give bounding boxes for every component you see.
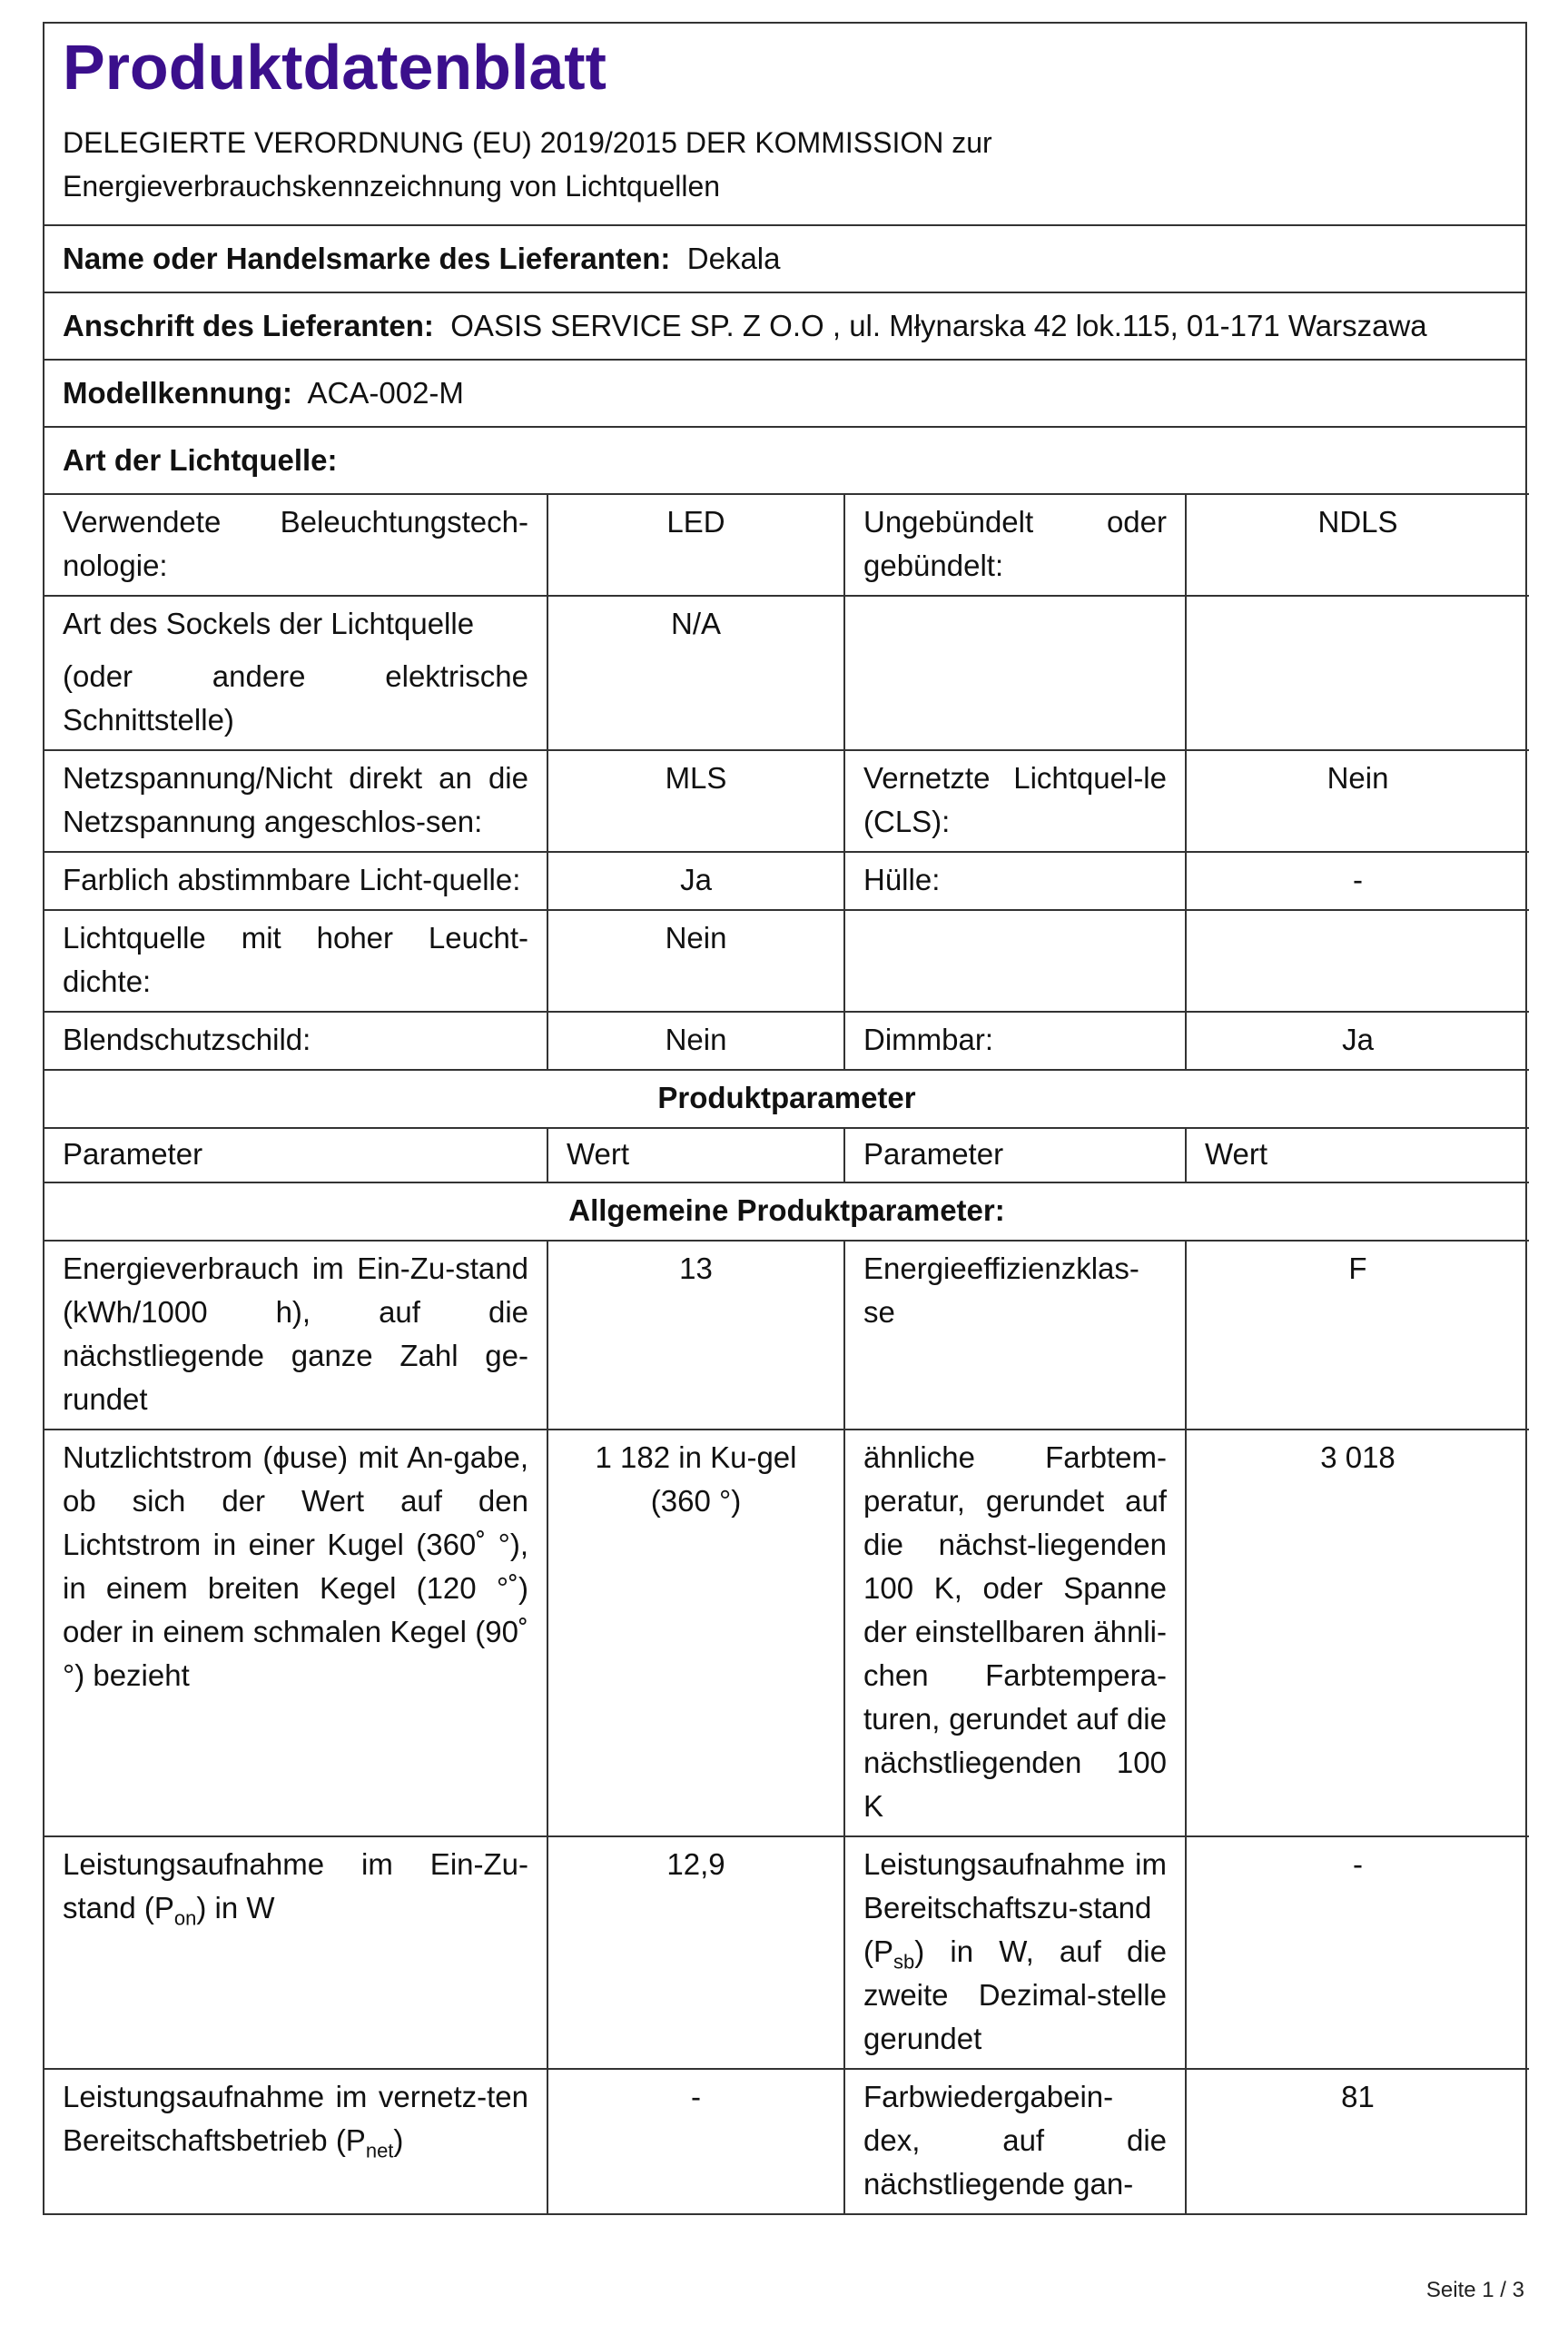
table-row xyxy=(44,2069,1529,2213)
table-row xyxy=(44,750,1529,852)
table-row xyxy=(44,852,1529,910)
dimmable-label: Dimmbar: xyxy=(844,1012,1186,1070)
regulation-line-1: DELEGIERTE VERORDNUNG (EU) 2019/2015 DER KOMMISSION zur xyxy=(63,126,992,159)
networked-standby-label: Leistungsaufnahme im vernetz-ten Bereitschaftsbetrieb $(P_{net})$ xyxy=(44,2069,547,2213)
dimmable-value: Ja xyxy=(1186,1012,1529,1070)
energy-consumption-label: Energieverbrauch im Ein-Zu-stand (kWh/1000 h), auf die nächstliegende ganze Zahl ge-rundet xyxy=(44,1241,547,1430)
connected-value: Nein xyxy=(1186,750,1529,852)
high-luminance-label: Lichtquelle mit hoher Leucht-dichte: xyxy=(44,910,547,1012)
energy-consumption-value: 13 xyxy=(547,1241,844,1430)
cap-value: N/A xyxy=(547,596,844,750)
light-source-type-row xyxy=(44,428,1525,493)
color-temperature-value: 3 018 xyxy=(1186,1430,1529,1836)
product-data-sheet xyxy=(43,22,1527,2215)
table-row xyxy=(44,1070,1529,1128)
model-label: Modellkennung: xyxy=(63,376,292,410)
directional-label: Ungebündelt oder gebündelt: xyxy=(844,494,1186,596)
table-row xyxy=(44,1430,1529,1836)
general-parameters-heading: Allgemeine Produktparameter: xyxy=(44,1182,1529,1241)
table-row xyxy=(44,1012,1529,1070)
cap-label xyxy=(44,596,547,750)
column-header-parameter: Parameter xyxy=(844,1128,1186,1182)
mains-label: Netzspannung/Nicht direkt an die Netzspannung angeschlos-sen: xyxy=(44,750,547,852)
color-temperature-label: ähnliche Farbtem-peratur, gerundet auf die nächst-liegenden 100 K, oder Spanne der einstellbaren ähnli-chen Farbtempera-turen, gerundet auf die nächstliegenden 100 K xyxy=(844,1430,1186,1836)
glare-value: Nein xyxy=(547,1012,844,1070)
glare-label: Blendschutzschild: xyxy=(44,1012,547,1070)
envelope-value: - xyxy=(1186,852,1529,910)
standby-power-label: Leistungsaufnahme im Bereitschaftszu-stand $(P_{sb})$ in W, auf die zweite Dezimal-stelle gerundet xyxy=(844,1836,1186,2069)
table-row xyxy=(44,596,1529,750)
tunable-value: Ja xyxy=(547,852,844,910)
model-row xyxy=(44,361,1525,428)
energy-class-value: F xyxy=(1186,1241,1529,1430)
empty-cell xyxy=(1186,596,1529,750)
standby-power-value: - xyxy=(1186,1836,1529,2069)
supplier-address-row xyxy=(44,293,1525,361)
on-mode-power-value: 12,9 xyxy=(547,1836,844,2069)
supplier-name-label: Name oder Handelsmarke des Lieferanten: xyxy=(63,242,671,275)
high-luminance-value: Nein xyxy=(547,910,844,1012)
regulation-line-2: Energieverbrauchskennzeichnung von Lichtquellen xyxy=(63,170,721,203)
empty-cell xyxy=(844,910,1186,1012)
mains-value: MLS xyxy=(547,750,844,852)
cap-label-line-2: (oder andere elektrische Schnittstelle) xyxy=(63,659,528,737)
color-rendering-label: Farbwiedergabein-dex, auf die nächstliegende gan- xyxy=(844,2069,1186,2213)
empty-cell xyxy=(1186,910,1529,1012)
luminous-flux-label: Nutzlichtstrom (ϕuse) mit An-gabe, ob sich der Wert auf den Lichtstrom in einer Kugel (360˚ °), in einem breiten Kegel (120 °˚) oder in einem schmalen Kegel (90˚ °) bezieht xyxy=(44,1430,547,1836)
table-row xyxy=(44,1836,1529,2069)
page-number: Seite 1 / 3 xyxy=(1425,2278,1524,2302)
column-header-value: Wert xyxy=(547,1128,844,1182)
light-source-type-label: Art der Lichtquelle: xyxy=(63,443,338,477)
on-mode-power-label: Leistungsaufnahme im Ein-Zu-stand $(P_{on})$ in W xyxy=(44,1836,547,2069)
table-row xyxy=(44,494,1529,596)
color-rendering-value: 81 xyxy=(1186,2069,1529,2213)
column-header-value: Wert xyxy=(1186,1128,1529,1182)
table-row xyxy=(44,1241,1529,1430)
directional-value: NDLS xyxy=(1186,494,1529,596)
title-block xyxy=(44,24,1525,226)
networked-standby-value: - xyxy=(547,2069,844,2213)
supplier-address-label: Anschrift des Lieferanten: xyxy=(63,309,434,342)
envelope-label: Hülle: xyxy=(844,852,1186,910)
tech-value: LED xyxy=(547,494,844,596)
tunable-label: Farblich abstimmbare Licht-quelle: xyxy=(44,852,547,910)
table-row xyxy=(44,910,1529,1012)
energy-class-label: Energieeffizienzklas-se xyxy=(844,1241,1186,1430)
connected-label: Vernetzte Lichtquel-le (CLS): xyxy=(844,750,1186,852)
parameters-table xyxy=(44,493,1529,2213)
supplier-name-row xyxy=(44,226,1525,293)
page-title: Produktdatenblatt xyxy=(63,32,606,103)
model-value: ACA-002-M xyxy=(307,376,464,410)
cap-label-line-1: Art des Sockels der Lichtquelle xyxy=(63,607,475,640)
column-header-parameter: Parameter xyxy=(44,1128,547,1182)
table-row xyxy=(44,1182,1529,1241)
supplier-name-value: Dekala xyxy=(686,242,781,275)
tech-label: Verwendete Beleuchtungstech-nologie: xyxy=(44,494,547,596)
product-parameters-heading: Produktparameter xyxy=(44,1070,1529,1128)
table-row xyxy=(44,1128,1529,1182)
supplier-address-value: OASIS SERVICE SP. Z O.O , ul. Młynarska 42 lok.115, 01-171 Warszawa xyxy=(450,309,1427,342)
luminous-flux-value: 1 182 in Ku-gel (360 °) xyxy=(547,1430,844,1836)
empty-cell xyxy=(844,596,1186,750)
